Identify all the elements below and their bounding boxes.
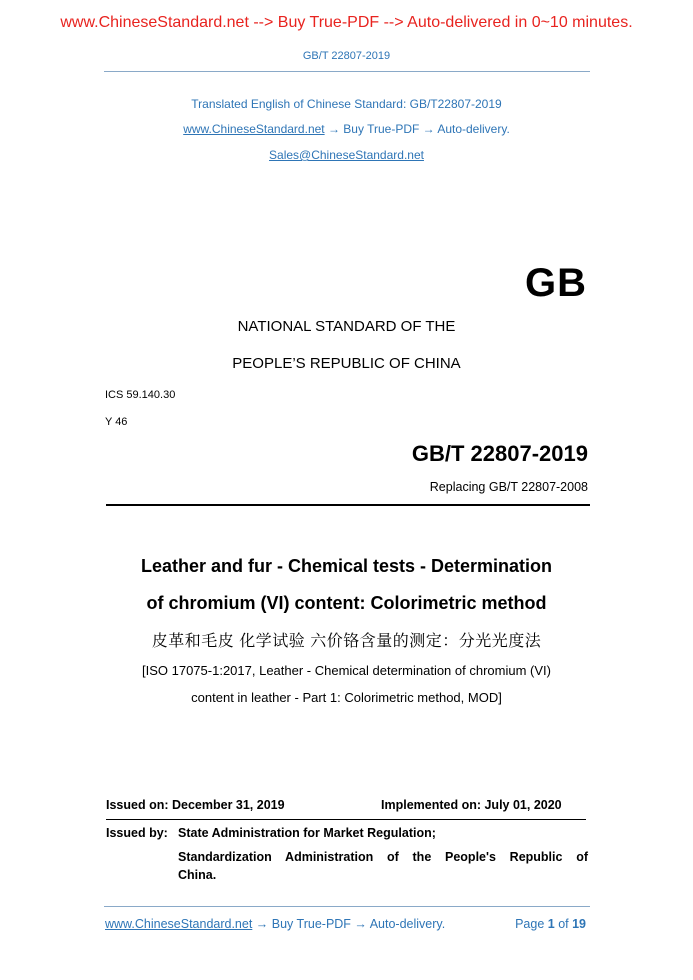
issued-by-authority-2-cont: China. (178, 868, 217, 882)
promo-translated-line: Translated English of Chinese Standard: GB/T22807-2019 (191, 97, 502, 111)
footer-site-link[interactable]: www.ChineseStandard.net (105, 917, 253, 931)
iso-reference-line-2: content in leather - Part 1: Colorimetric method, MOD] (191, 690, 502, 705)
cover-divider (106, 504, 590, 506)
title-english-line-1: Leather and fur - Chemical tests - Determination (140, 556, 553, 576)
promo-email-line (0, 148, 693, 162)
page-current: 1 (547, 917, 555, 931)
footer-buy-text: → Buy True-PDF → Auto-delivery. (252, 917, 446, 931)
promo-buy-text: → Buy True-PDF → Auto-delivery. (324, 122, 510, 136)
page-total: 19 (572, 917, 586, 931)
standard-number: GB/T 22807-2019 (411, 441, 588, 466)
header-standard-code: GB/T 22807-2019 (302, 50, 391, 62)
issued-on-date: Issued on: December 31, 2019 (106, 798, 285, 812)
page-of: of (554, 917, 573, 931)
national-standard-line-2: PEOPLE’S REPUBLIC OF CHINA (232, 355, 461, 372)
issued-by-authority-2: Standardization Administration of the People's Republic of (178, 850, 588, 864)
title-english-line-2: of chromium (VI) content: Colorimetric method (146, 593, 547, 613)
implemented-on-date: Implemented on: July 01, 2020 (381, 798, 562, 812)
footer-promo (105, 917, 445, 931)
ics-code: ICS 59.140.30 (105, 389, 176, 401)
page-label: Page (515, 917, 548, 931)
title-chinese: 皮革和毛皮 化学试验 六价铬含量的测定：分光光度法 (151, 633, 542, 650)
footer-divider (104, 906, 590, 907)
banner-arrow-1: --> (248, 14, 278, 31)
banner-buy-link[interactable]: Buy True-PDF (277, 14, 380, 31)
issue-divider (106, 819, 586, 820)
promo-site-link[interactable]: www.ChineseStandard.net (183, 122, 325, 136)
promo-email-link[interactable]: Sales@ChineseStandard.net (269, 148, 424, 162)
issued-by-authority-1: State Administration for Market Regulation; (178, 826, 436, 840)
page-indicator (515, 917, 586, 931)
banner-arrow-2: --> (379, 14, 408, 31)
banner-auto-text: Auto-delivered in 0~10 minutes. (407, 14, 633, 31)
banner-site-link[interactable]: www.ChineseStandard.net (60, 14, 249, 31)
top-banner (0, 14, 693, 32)
ccs-code: Y 46 (105, 416, 128, 428)
header-divider (104, 71, 590, 72)
replacing-standard: Replacing GB/T 22807-2008 (429, 480, 588, 494)
promo-buy-line (0, 122, 693, 136)
national-standard-line-1: NATIONAL STANDARD OF THE (237, 318, 456, 335)
issued-by-label: Issued by: (106, 826, 168, 840)
iso-reference-line-1: [ISO 17075-1:2017, Leather - Chemical determination of chromium (VI) (142, 663, 551, 678)
gb-logo: GB (525, 261, 587, 305)
